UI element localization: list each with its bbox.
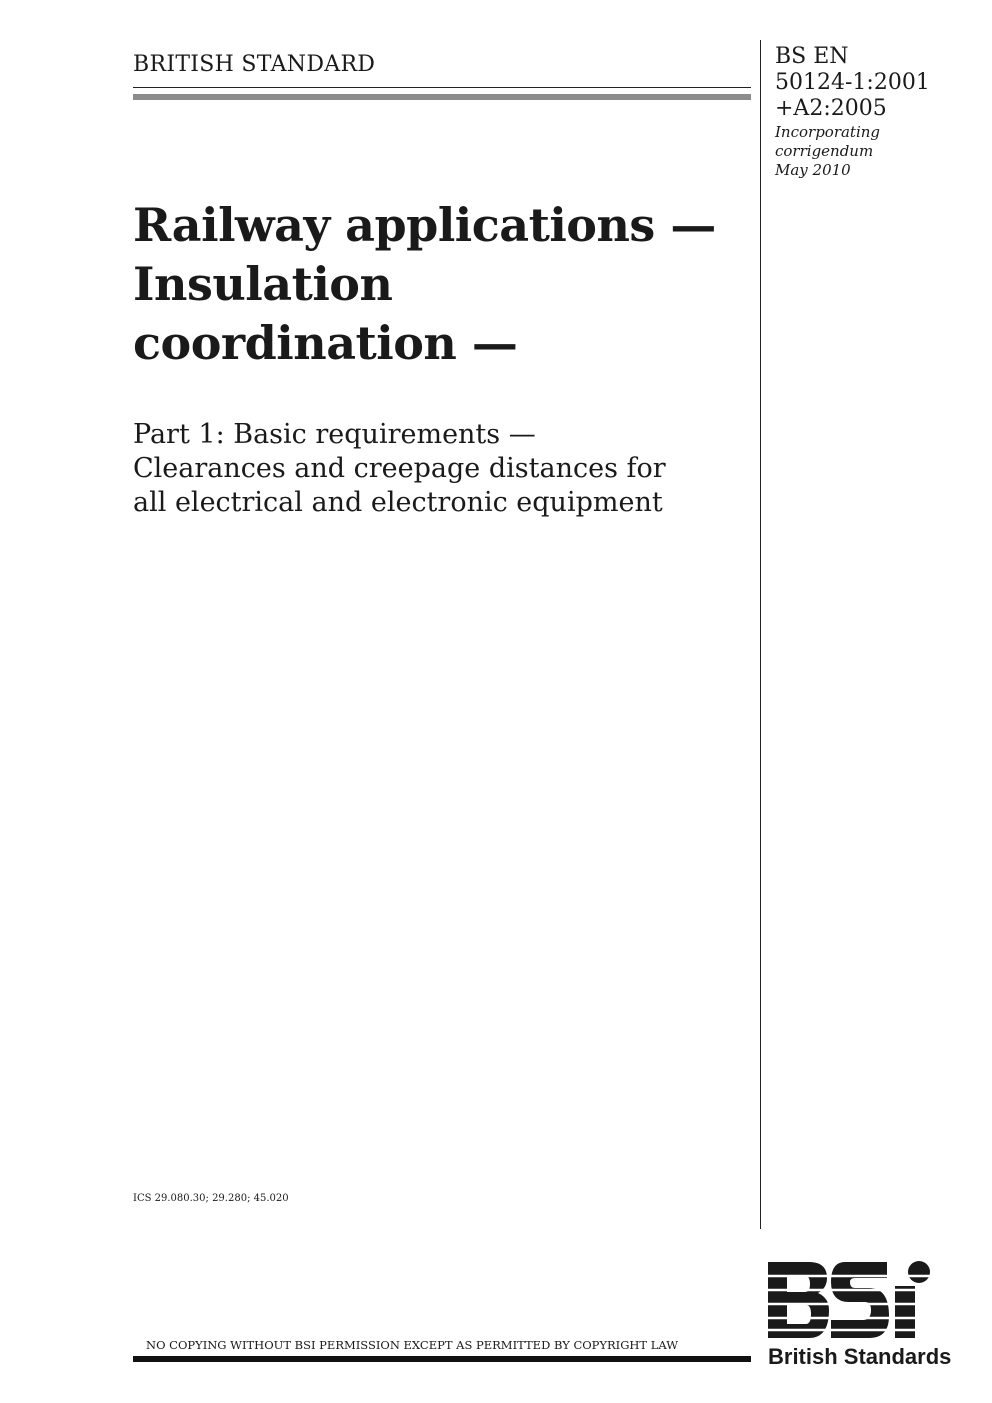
copyright-notice: NO COPYING WITHOUT BSI PERMISSION EXCEPT AS PERMITTED BY COPYRIGHT LAW	[146, 1338, 679, 1352]
document-subtitle	[133, 418, 666, 520]
subtitle-line: all electrical and electronic equipment	[133, 487, 663, 518]
footer-rule	[133, 1356, 751, 1362]
corrigendum-note-line: corrigendum	[775, 142, 874, 160]
header-rule-thin	[133, 87, 751, 88]
standard-number-line: +A2:2005	[775, 96, 887, 121]
logo-caption: British Standards	[768, 1344, 952, 1369]
title-line: Insulation	[133, 257, 393, 311]
document-title	[133, 196, 716, 373]
subtitle-line: Clearances and creepage distances for	[133, 453, 666, 484]
ics-code: ICS 29.080.30; 29.280; 45.020	[133, 1193, 289, 1204]
column-divider	[760, 40, 761, 1229]
title-line: coordination —	[133, 316, 518, 370]
corrigendum-note-line: Incorporating	[775, 123, 881, 141]
standard-number-line: BS EN	[775, 44, 849, 69]
subtitle-line: Part 1: Basic requirements —	[133, 419, 536, 450]
title-line: Railway applications —	[133, 198, 716, 252]
standard-number-line: 50124-1:2001	[775, 70, 930, 95]
document-type-label: BRITISH STANDARD	[133, 52, 376, 77]
corrigendum-note	[775, 123, 880, 180]
corrigendum-note-line: May 2010	[775, 161, 851, 179]
header-rule-thick	[133, 94, 751, 100]
standard-number	[775, 44, 930, 122]
